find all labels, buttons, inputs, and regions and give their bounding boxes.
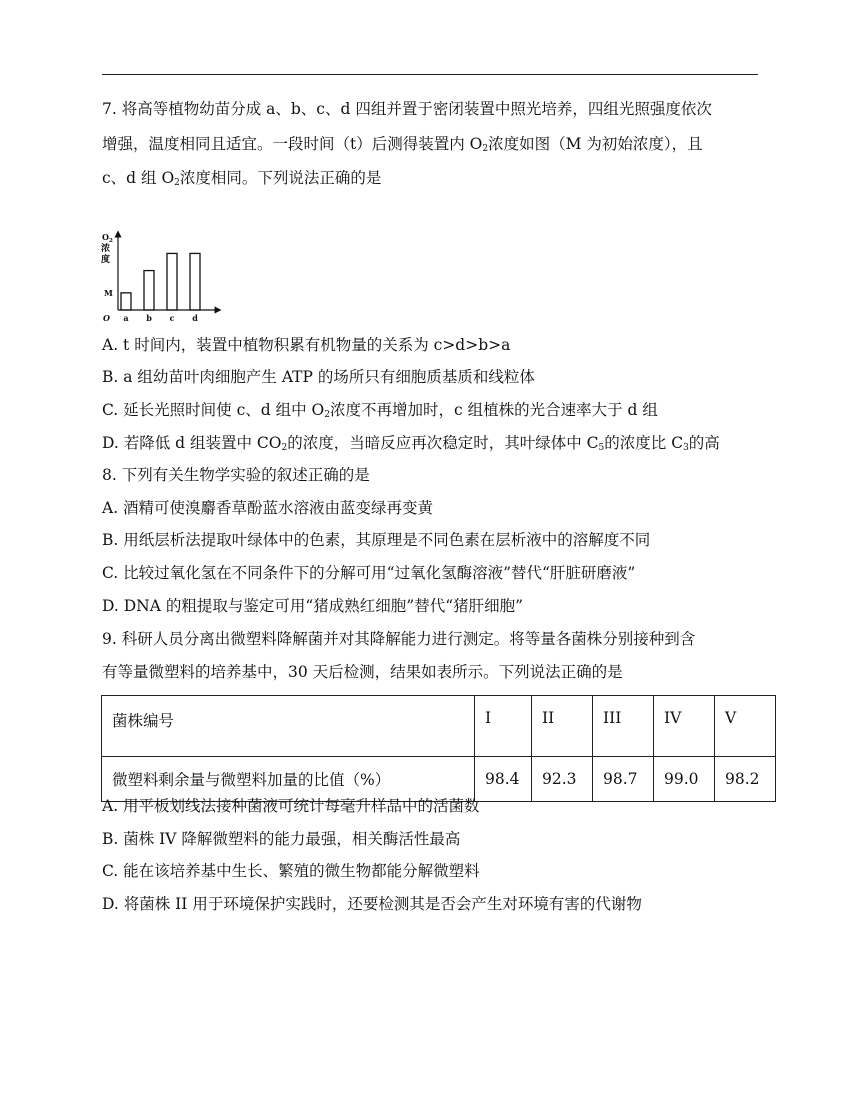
tick-label-d: d	[192, 313, 198, 323]
q8-option-d: D. DNA 的粗提取与鉴定可用“猪成熟红细胞”替代“猪肝细胞”	[102, 597, 524, 615]
table-row	[102, 757, 776, 802]
o2-concentration-bar-chart	[100, 230, 225, 325]
tick-label-a: a	[123, 313, 129, 323]
table-cell: 99.0	[654, 757, 715, 802]
table-row	[102, 696, 776, 757]
strain-results-table	[101, 695, 776, 802]
q8-option-a: A. 酒精可使溴麝香草酚蓝水溶液由蓝变绿再变黄	[102, 499, 434, 517]
tick-label-b: b	[146, 313, 152, 323]
q9-option-d: D. 将菌株 II 用于环境保护实践时，还要检测其是否会产生对环境有害的代谢物	[102, 895, 642, 913]
table-header-cell: 菌株编号	[102, 696, 475, 757]
table-cell: III	[593, 696, 654, 757]
bar-a	[121, 293, 131, 310]
table-cell: IV	[654, 696, 715, 757]
bar-c	[167, 253, 177, 310]
q7-option-d: D. 若降低 d 组装置中 $CO_2$的浓度，当暗反应再次稳定时，其叶绿体中 $C_5$的浓度比 $C_3$的高	[102, 434, 720, 453]
tick-label-c: c	[169, 313, 175, 323]
table-cell: V	[715, 696, 776, 757]
header-rule	[102, 74, 758, 75]
y-axis-label-nong: 浓	[101, 244, 111, 254]
q7-option-a: A. t 时间内，装置中植物积累有机物量的关系为 c>d>b>a	[102, 336, 511, 354]
q8-option-b: B. 用纸层析法提取叶绿体中的色素，其原理是不同色素在层析液中的溶解度不同	[102, 531, 651, 549]
q7-option-c: C. 延长光照时间使 c、d 组中 $O_2$浓度不再增加时，c 组植株的光合速率大于 d 组	[102, 401, 658, 420]
table-cell: 98.7	[593, 757, 654, 802]
table-cell: 98.4	[475, 757, 532, 802]
q7-stem-line2: 增强，温度相同且适宜。一段时间（t）后测得装置内 $O_2$浓度如图（M 为初始浓度），且	[102, 135, 703, 154]
table-cell: 92.3	[532, 757, 593, 802]
q7-stem-line1: 7. 将高等植物幼苗分成 a、b、c、d 四组并置于密闭装置中照光培养，四组光照强度依次	[102, 100, 712, 118]
bar-d	[190, 253, 200, 310]
q9-option-b: B. 菌株 IV 降解微塑料的能力最强，相关酶活性最高	[102, 830, 461, 848]
table-cell: 98.2	[715, 757, 776, 802]
table-cell: I	[475, 696, 532, 757]
table-cell: II	[532, 696, 593, 757]
bar-b	[144, 271, 154, 310]
q9-stem-line1: 9. 科研人员分离出微塑料降解菌并对其降解能力进行测定。将等量各菌株分别接种到含	[102, 630, 696, 648]
q7-option-b: B. a 组幼苗叶肉细胞产生 ATP 的场所只有细胞质基质和线粒体	[102, 368, 535, 386]
m-marker-label: M	[104, 287, 113, 298]
y-axis-label-du: 度	[101, 255, 111, 265]
q7-stem-line3: c、d 组 $O_2$浓度相同。下列说法正确的是	[102, 169, 382, 188]
q9-option-c: C. 能在该培养基中生长、繁殖的微生物都能分解微塑料	[102, 862, 480, 880]
y-axis-label-o2: $O_2$	[102, 232, 113, 244]
origin-label: O	[103, 313, 110, 323]
q9-option-a: A. 用平板划线法接种菌液可统计每毫升样品中的活菌数	[102, 797, 480, 815]
q8-option-c: C. 比较过氧化氢在不同条件下的分解可用“过氧化氢酶溶液”替代“肝脏研磨液”	[102, 564, 636, 582]
table-header-cell: 微塑料剩余量与微塑料加量的比值（%）	[102, 757, 475, 802]
q9-stem-line2: 有等量微塑料的培养基中，30 天后检测，结果如表所示。下列说法正确的是	[102, 663, 623, 681]
q8-stem: 8. 下列有关生物学实验的叙述正确的是	[102, 466, 370, 484]
